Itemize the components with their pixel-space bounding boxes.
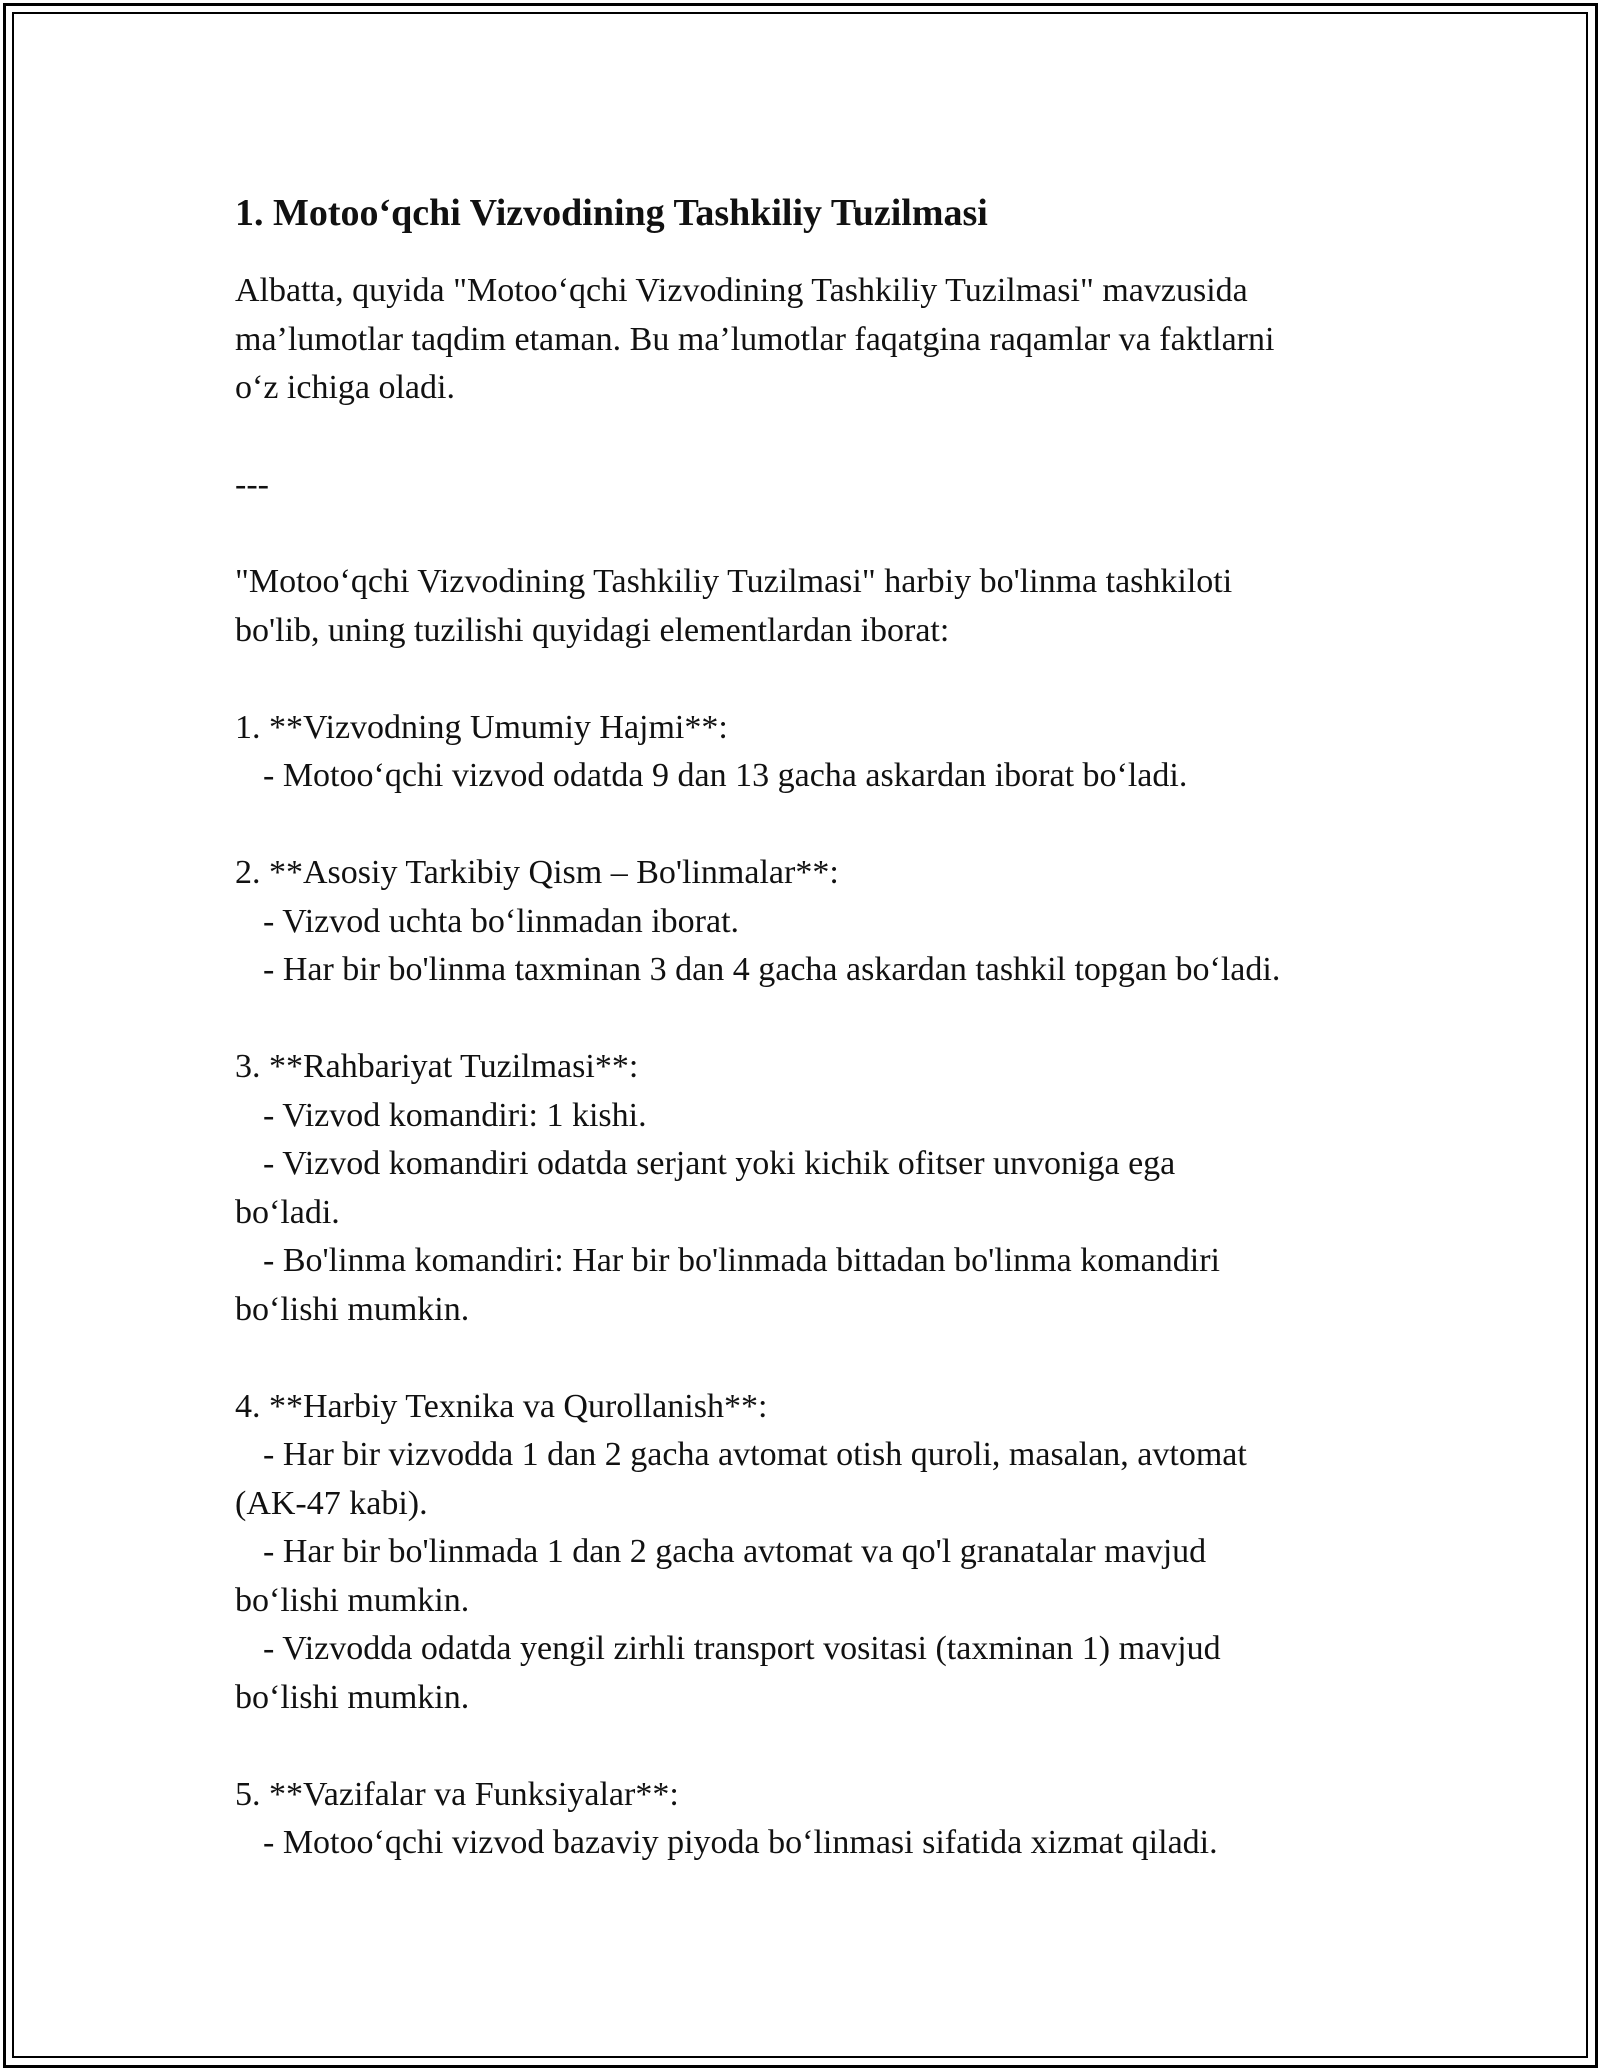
section-line-text: - Motoo‘qchi vizvod odatda 9 dan 13 gacha askardan iborat bo‘ladi. bbox=[263, 757, 1188, 794]
section-line bbox=[235, 1140, 1385, 1189]
section-heading: 4. **Harbiy Texnika va Qurollanish**: bbox=[235, 1387, 768, 1425]
section-line-text: - Bo'linma komandiri: Har bir bo'linmada bittadan bo'linma komandiri bbox=[263, 1242, 1220, 1279]
section-line-text: - Vizvod komandiri odatda serjant yoki kichik ofitser unvoniga ega bbox=[263, 1145, 1176, 1182]
blank-line bbox=[235, 655, 1385, 704]
intro-line: ma’lumotlar taqdim etaman. Bu ma’lumotlar faqatgina raqamlar va faktlarni bbox=[235, 320, 1275, 358]
section-line bbox=[235, 1625, 1385, 1674]
section-line-text: - Har bir bo'linmada 1 dan 2 gacha avtomat va qo'l granatalar mavjud bbox=[263, 1533, 1207, 1570]
section-line bbox=[235, 1286, 1385, 1335]
section-line bbox=[235, 1528, 1385, 1577]
section-line-text: - Vizvod komandiri: 1 kishi. bbox=[263, 1096, 647, 1134]
document-body bbox=[235, 188, 1385, 1868]
section-line bbox=[235, 1480, 1385, 1529]
section-line-text: - Vizvodda odatda yengil zirhli transport vositasi (taxminan 1) mavjud bbox=[263, 1630, 1221, 1667]
blank-line bbox=[235, 1334, 1385, 1383]
section-heading: 5. **Vazifalar va Funksiyalar**: bbox=[235, 1775, 679, 1813]
blank-line bbox=[235, 413, 1385, 462]
section-line-text: - Har bir vizvodda 1 dan 2 gacha avtomat otish quroli, masalan, avtomat bbox=[263, 1436, 1247, 1473]
section-line-text: bo‘lishi mumkin. bbox=[235, 1581, 470, 1619]
blank-line bbox=[235, 1722, 1385, 1771]
intro-line: o‘z ichiga oladi. bbox=[235, 369, 455, 406]
section-line-text: bo‘ladi. bbox=[235, 1193, 340, 1231]
section-heading: 1. **Vizvodning Umumiy Hajmi**: bbox=[235, 708, 728, 746]
section-line-text: - Har bir bo'linma taxminan 3 dan 4 gacha askardan tashkil topgan bo‘ladi. bbox=[263, 951, 1281, 988]
blank-line bbox=[235, 801, 1385, 850]
section-line bbox=[235, 946, 1385, 995]
section-line bbox=[235, 1237, 1385, 1286]
blank-line bbox=[235, 510, 1385, 559]
section-line-text: - Vizvod uchta bo‘linmadan iborat. bbox=[263, 902, 740, 940]
section-line-text: - Motoo‘qchi vizvod bazaviy piyoda bo‘linmasi sifatida xizmat qiladi. bbox=[263, 1824, 1218, 1861]
lead-line: "Motoo‘qchi Vizvodining Tashkiliy Tuzilmasi" harbiy bo'linma tashkiloti bbox=[235, 563, 1233, 600]
section-line bbox=[235, 1819, 1385, 1868]
section-line-text: (AK-47 kabi). bbox=[235, 1484, 428, 1522]
separator: --- bbox=[235, 466, 269, 503]
intro-line: Albatta, quyida "Motoo‘qchi Vizvodining Tashkiliy Tuzilmasi" mavzusida bbox=[235, 272, 1248, 309]
section-line-text: bo‘lishi mumkin. bbox=[235, 1290, 470, 1328]
section-line bbox=[235, 1092, 1385, 1141]
section-line bbox=[235, 1577, 1385, 1626]
lead-line: bo'lib, uning tuzilishi quyidagi elementlardan iborat: bbox=[235, 611, 950, 649]
section-line-text: bo‘lishi mumkin. bbox=[235, 1678, 470, 1716]
section-line bbox=[235, 1431, 1385, 1480]
section-heading: 2. **Asosiy Tarkibiy Qism – Bo'linmalar**: bbox=[235, 854, 839, 891]
section-heading: 3. **Rahbariyat Tuzilmasi**: bbox=[235, 1048, 639, 1085]
section-line bbox=[235, 752, 1385, 801]
section-line bbox=[235, 1189, 1385, 1238]
blank-line bbox=[235, 995, 1385, 1044]
sections-list bbox=[235, 655, 1385, 1868]
section-line bbox=[235, 898, 1385, 947]
document-title: 1. Motoo‘qchi Vizvodining Tashkiliy Tuzilmasi bbox=[235, 192, 988, 234]
section-line bbox=[235, 1674, 1385, 1723]
